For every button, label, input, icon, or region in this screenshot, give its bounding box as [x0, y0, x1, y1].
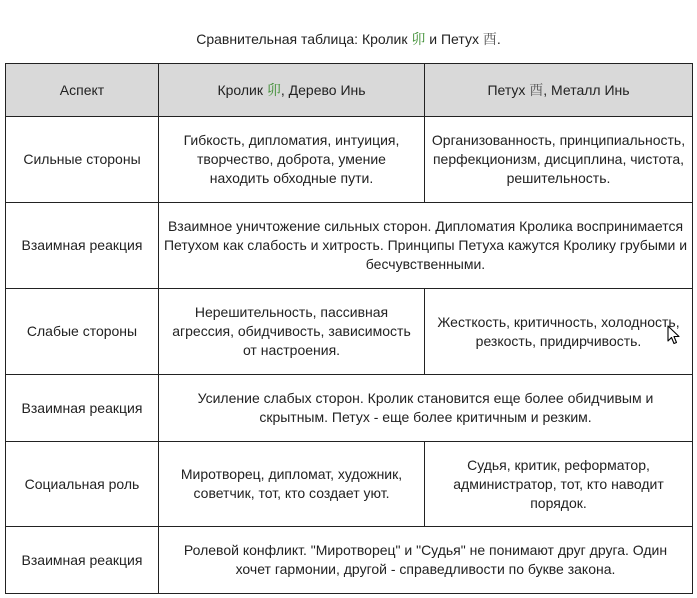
table-row — [6, 527, 693, 594]
table-row — [6, 203, 693, 289]
header-rooster: Петух 酉, Металл Инь — [425, 64, 693, 117]
mutual-reaction-cell: Взаимное уничтожение сильных сторон. Дипломатия Кролика воспринимается Петухом как слабость и хитрость. Принципы Петуха кажутся Кролику грубыми и бесчувственными. — [159, 203, 693, 289]
aspect-cell: Сильные стороны — [6, 117, 159, 203]
table-row — [6, 375, 693, 442]
rooster-cell: Судья, критик, реформатор, администратор, тот, кто наводит порядок. — [425, 442, 693, 527]
table-caption — [0, 29, 697, 49]
rabbit-cell: Гибкость, дипломатия, интуиция, творчество, доброта, умение находить обходные пути. — [159, 117, 425, 203]
mouse-pointer-icon — [667, 325, 681, 345]
mutual-reaction-cell: Усиление слабых сторон. Кролик становится еще более обидчивым и скрытным. Петух - еще более критичным и резким. — [159, 375, 693, 442]
caption-text-prefix: Сравнительная таблица: Кролик — [196, 31, 412, 47]
comparison-table — [5, 63, 693, 594]
rooster-header-glyph: 酉 — [529, 81, 544, 98]
table-row — [6, 289, 693, 375]
rooster-cell: Организованность, принципиальность, перфекционизм, дисциплина, чистота, решительность. — [425, 117, 693, 203]
rabbit-glyph: 卯 — [411, 31, 426, 47]
aspect-cell: Взаимная реакция — [6, 527, 159, 594]
aspect-cell: Слабые стороны — [6, 289, 159, 375]
aspect-cell: Взаимная реакция — [6, 203, 159, 289]
table-row — [6, 442, 693, 527]
header-row — [6, 64, 693, 117]
mutual-reaction-cell: Ролевой конфликт. "Миротворец" и "Судья" не понимают друг друга. Один хочет гармонии, другой - справедливости по букве закона. — [159, 527, 693, 594]
caption-text-middle: и Петух — [425, 31, 483, 47]
rooster-glyph: 酉 — [482, 31, 497, 47]
rooster-cell: Жесткость, критичность, холодность, резкость, придирчивость. — [425, 289, 693, 375]
aspect-cell: Взаимная реакция — [6, 375, 159, 442]
rabbit-header-glyph: 卯 — [266, 81, 281, 98]
aspect-cell: Социальная роль — [6, 442, 159, 527]
rabbit-cell: Миротворец, дипломат, художник, советчик, тот, кто создает уют. — [159, 442, 425, 527]
caption-text-suffix: . — [496, 31, 501, 47]
header-rabbit: Кролик 卯, Дерево Инь — [159, 64, 425, 117]
table-row — [6, 117, 693, 203]
header-aspect: Аспект — [6, 64, 159, 117]
rabbit-cell: Нерешительность, пассивная агрессия, обидчивость, зависимость от настроения. — [159, 289, 425, 375]
